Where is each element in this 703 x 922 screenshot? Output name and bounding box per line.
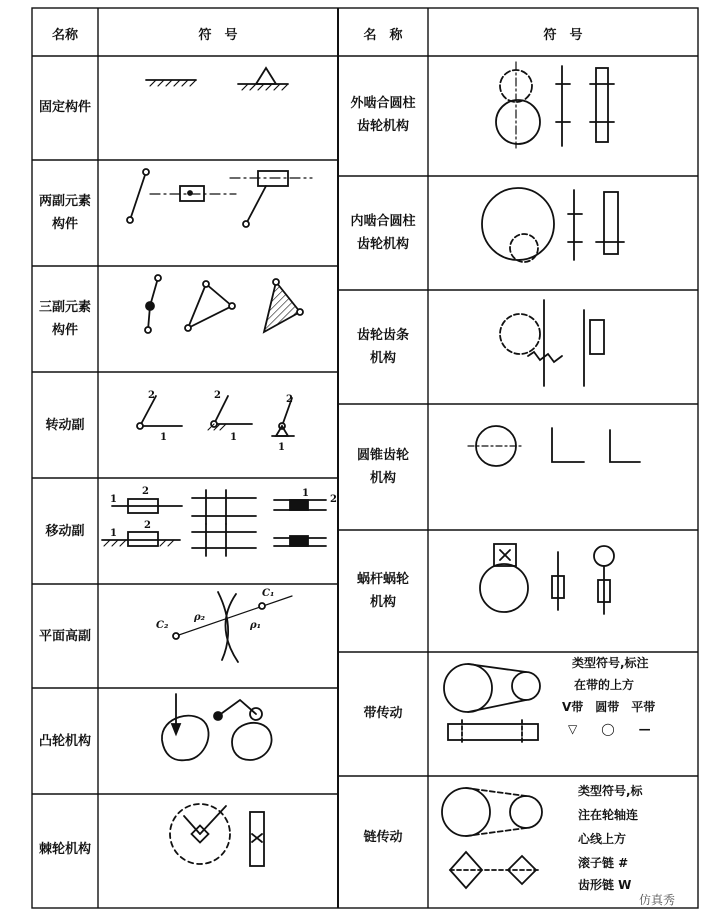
belt-note-types: V带 圆带 平带	[562, 700, 656, 714]
prismatic-label-1a: 1	[110, 494, 117, 505]
header-left-name: 名称	[51, 28, 78, 43]
ratchet-wheel-symbol	[170, 804, 230, 864]
cam-mechanism-symbol-1	[162, 694, 209, 760]
revolute-pair-symbol-1	[137, 396, 182, 429]
fixed-member-ground-symbol	[146, 80, 196, 86]
row-name-prismatic-pair: 移动副	[45, 524, 85, 539]
prismatic-label-2c: 2	[330, 494, 337, 505]
row-name-two-element-member: 两副元素 构件	[38, 194, 91, 232]
internal-gear-symbol	[482, 188, 624, 262]
header-right-symbol: 符 号	[543, 28, 583, 43]
belt-note-line1: 类型符号,标注	[572, 656, 649, 670]
row-name-chain-drive: 链传动	[363, 830, 403, 845]
chain-note-line3: 心线上方	[578, 832, 627, 846]
revolute-label-1a: 1	[160, 432, 167, 443]
watermark: 仿真秀	[638, 893, 675, 907]
revolute-label-2b: 2	[214, 390, 221, 401]
ratchet-pawl-symbol	[250, 812, 264, 866]
row-name-bevel-gear: 圆锥齿轮 机构	[356, 448, 409, 486]
higher-pair-curves-symbol	[173, 592, 292, 662]
chain-drive-symbol	[442, 788, 542, 888]
chain-note-line5: 齿形链 W	[578, 878, 632, 892]
belt-note-symbols: ▽ ◯ —	[568, 722, 651, 736]
revolute-label-2a: 2	[148, 390, 155, 401]
chain-note-line2: 注在轮轴连	[578, 808, 639, 822]
belt-note-line2: 在带的上方	[574, 678, 635, 692]
header-right-name: 名 称	[363, 28, 403, 43]
row-name-internal-gear: 内啮合圆柱 齿轮机构	[350, 214, 416, 252]
row-name-rack-pinion: 齿轮齿条 机构	[356, 328, 409, 366]
prismatic-label-2a: 2	[142, 486, 149, 497]
two-element-slider-symbol	[150, 186, 236, 201]
row-name-revolute-pair: 转动副	[45, 418, 85, 433]
header-left-symbol: 符 号	[198, 28, 238, 43]
revolute-label-1b: 1	[230, 432, 237, 443]
worm-gear-symbol	[480, 544, 614, 614]
higher-pair-label-c1: C₁	[262, 588, 275, 599]
row-name-three-element-member: 三副元素 构件	[38, 300, 91, 338]
three-element-link-symbol	[145, 275, 161, 333]
higher-pair-label-c2: C₂	[156, 620, 169, 631]
row-name-belt-drive: 带传动	[363, 706, 403, 721]
rack-pinion-symbol	[500, 300, 604, 386]
higher-pair-label-rho1: ρ₁	[250, 620, 262, 631]
revolute-label-1c: 1	[278, 442, 285, 453]
higher-pair-label-rho2: ρ₂	[194, 612, 206, 623]
row-name-cam-mechanism: 凸轮机构	[38, 734, 91, 749]
revolute-label-2c: 2	[286, 394, 293, 405]
two-element-link-symbol	[127, 169, 149, 223]
prismatic-label-1b: 1	[110, 528, 117, 539]
row-name-fixed-member: 固定构件	[38, 100, 91, 115]
bevel-gear-symbol	[468, 426, 640, 466]
external-gear-symbol	[496, 62, 614, 148]
fixed-member-support-symbol	[238, 68, 288, 90]
chain-note-line4: 滚子链 #	[578, 856, 629, 870]
row-name-worm-gear: 蜗杆蜗轮 机构	[356, 572, 409, 610]
row-name-external-gear: 外啮合圆柱 齿轮机构	[350, 96, 416, 134]
prismatic-label-2b: 2	[144, 520, 151, 531]
revolute-pair-symbol-2	[208, 396, 252, 430]
chain-note-line1: 类型符号,标	[578, 784, 643, 798]
three-element-hatched-triangle-symbol	[264, 279, 303, 332]
belt-drive-symbol	[444, 664, 540, 744]
prismatic-label-1c: 1	[302, 488, 309, 499]
cam-mechanism-symbol-2	[214, 700, 272, 760]
prismatic-pair-symbol-row2	[102, 524, 326, 556]
two-element-slider-link-symbol	[230, 171, 312, 227]
row-name-planar-higher-pair: 平面高副	[38, 629, 91, 644]
three-element-triangle-symbol	[185, 281, 235, 331]
row-name-ratchet-mechanism: 棘轮机构	[38, 842, 91, 857]
